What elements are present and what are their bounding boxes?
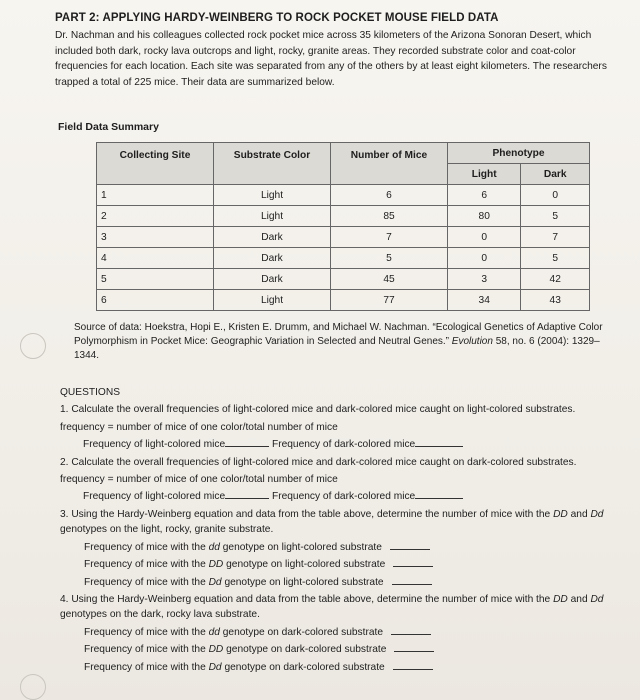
cell-substrate: Light — [214, 290, 331, 311]
answer-blank-q3-0[interactable] — [390, 539, 430, 550]
questions-heading: QUESTIONS — [60, 387, 121, 398]
page-title: PART 2: APPLYING HARDY-WEINBERG TO ROCK POCKET MOUSE FIELD DATA — [55, 12, 499, 24]
binder-hole-circle — [20, 333, 46, 359]
field-data-table — [96, 142, 590, 311]
q4-item: Frequency of mice with the dd genotype on dark-colored substrate — [60, 624, 630, 641]
intro-paragraph: Dr. Nachman and his colleagues collected rock pocket mice across 35 kilometers of the Arizona Sonoran Desert, which included both dark, rocky lava outcrops and light, rocky, granite areas. They recorded substrate color and coat-color frequencies for each location. Each site was separated from any of the others by at least eight kilometers. The researchers trapped a total of 225 mice. Their data are summarized below. — [55, 30, 607, 88]
cell-number: 85 — [331, 206, 448, 227]
field-data-summary-label: Field Data Summary — [58, 121, 159, 133]
question-2-answers: Frequency of light-colored mice Frequency of dark-colored mice — [60, 488, 630, 505]
cell-number: 6 — [331, 185, 448, 206]
q4-item: Frequency of mice with the DD genotype on dark-colored substrate — [60, 641, 630, 658]
header-phenotype: Phenotype — [448, 143, 590, 164]
table-row — [97, 269, 590, 290]
answer-blank-q4-0[interactable] — [391, 624, 431, 635]
answer-blank-q2-dark[interactable] — [415, 488, 463, 499]
table-row — [97, 227, 590, 248]
cell-number: 5 — [331, 248, 448, 269]
answer-blank-q1-dark[interactable] — [415, 436, 463, 447]
header-light: Light — [448, 164, 521, 185]
header-number-of-mice: Number of Mice — [331, 143, 448, 185]
q3-item: Frequency of mice with the DD genotype on light-colored substrate — [60, 556, 630, 573]
cell-dark: 7 — [521, 227, 590, 248]
cell-substrate: Dark — [214, 269, 331, 290]
answer-blank-q3-1[interactable] — [393, 556, 433, 567]
table-row — [97, 206, 590, 227]
question-4: 4. Using the Hardy-Weinberg equation and data from the table above, determine the number of mice with the DD and Dd genotypes on the dark, rocky lava substrate. — [60, 594, 604, 621]
cell-light: 0 — [448, 227, 521, 248]
answer-blank-q3-2[interactable] — [392, 574, 432, 585]
cell-light: 0 — [448, 248, 521, 269]
cell-site: 5 — [97, 269, 214, 290]
q4-item: Frequency of mice with the Dd genotype on dark-colored substrate — [60, 659, 630, 676]
table-header-row — [97, 143, 590, 164]
question-3: 3. Using the Hardy-Weinberg equation and data from the table above, determine the number of mice with the DD and Dd genotypes on the light, rocky, granite substrate. — [60, 508, 604, 535]
source-citation: Source of data: Hoekstra, Hopi E., Kristen E. Drumm, and Michael W. Nachman. “Ecological Genetics of Adaptive Color Polymorphism in Pocket Mice: Geographic Variation in Selected and Neutral Genes.” Evolution 58, no. 6 (2004): 1329–1344. — [74, 322, 603, 361]
header-collecting-site: Collecting Site — [97, 143, 214, 185]
q3-item: Frequency of mice with the dd genotype on light-colored substrate — [60, 539, 630, 556]
cell-light: 3 — [448, 269, 521, 290]
cell-dark: 43 — [521, 290, 590, 311]
cell-dark: 42 — [521, 269, 590, 290]
header-dark: Dark — [521, 164, 590, 185]
answer-blank-q4-2[interactable] — [393, 659, 433, 670]
question-4-items — [60, 624, 630, 676]
table-row — [97, 185, 590, 206]
cell-light: 80 — [448, 206, 521, 227]
question-1: 1. Calculate the overall frequencies of light-colored mice and dark-colored mice caught on light-colored substrates. — [60, 404, 576, 416]
cell-site: 3 — [97, 227, 214, 248]
cell-site: 4 — [97, 248, 214, 269]
answer-blank-q4-1[interactable] — [394, 641, 434, 652]
cell-light: 34 — [448, 290, 521, 311]
answer-blank-q1-light[interactable] — [225, 436, 269, 447]
cell-site: 1 — [97, 185, 214, 206]
table-row — [97, 290, 590, 311]
cell-dark: 5 — [521, 248, 590, 269]
cell-number: 77 — [331, 290, 448, 311]
cell-number: 45 — [331, 269, 448, 290]
question-3-items — [60, 539, 630, 591]
answer-blank-q2-light[interactable] — [225, 488, 269, 499]
table-body — [97, 185, 590, 311]
question-2: 2. Calculate the overall frequencies of light-colored mice and dark-colored mice caught on dark-colored substrates. — [60, 456, 577, 468]
cell-substrate: Dark — [214, 248, 331, 269]
cell-substrate: Dark — [214, 227, 331, 248]
table-row — [97, 248, 590, 269]
cell-site: 2 — [97, 206, 214, 227]
cell-substrate: Light — [214, 206, 331, 227]
question-1-formula: frequency = number of mice of one color/total number of mice — [60, 421, 338, 433]
cell-site: 6 — [97, 290, 214, 311]
header-substrate-color: Substrate Color — [214, 143, 331, 185]
question-1-answers: Frequency of light-colored mice Frequency of dark-colored mice — [60, 436, 630, 453]
cell-dark: 5 — [521, 206, 590, 227]
questions-section — [60, 384, 630, 676]
cell-number: 7 — [331, 227, 448, 248]
cell-dark: 0 — [521, 185, 590, 206]
cell-substrate: Light — [214, 185, 331, 206]
binder-hole-circle — [20, 674, 46, 700]
journal-name: Evolution — [451, 336, 493, 347]
cell-light: 6 — [448, 185, 521, 206]
question-2-formula: frequency = number of mice of one color/total number of mice — [60, 474, 338, 486]
q3-item: Frequency of mice with the Dd genotype on light-colored substrate — [60, 574, 630, 591]
